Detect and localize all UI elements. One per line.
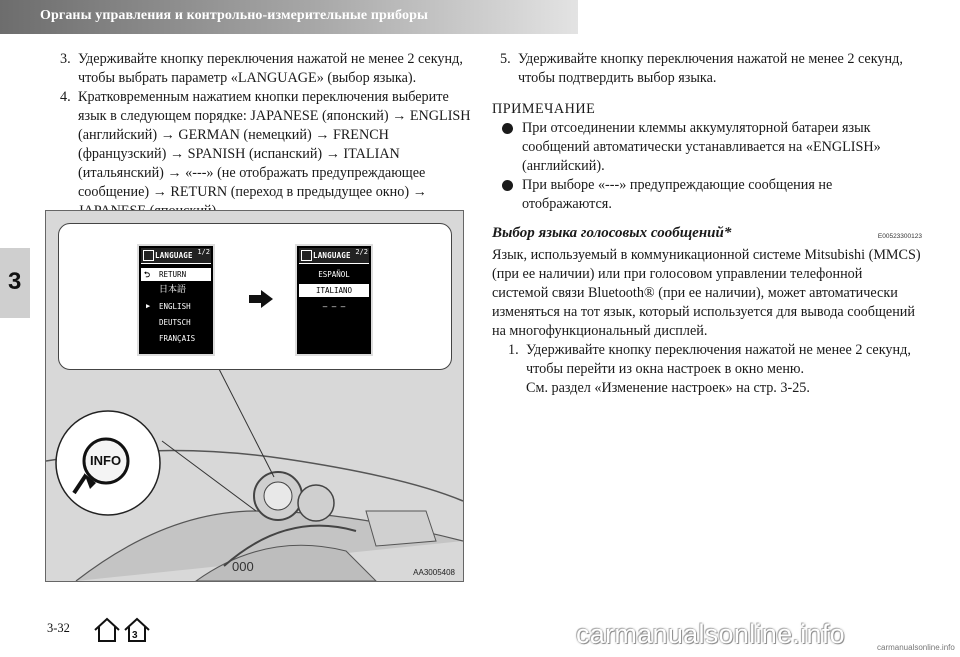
step-1 [492,341,922,379]
right-column [492,50,922,398]
watermark-small: carmanualsonline.info [877,643,955,652]
menu-item-deutsch: DEUTSCH [159,318,191,327]
note-title: ПРИМЕЧАНИЕ [492,101,596,117]
step-number: 3. [60,51,71,67]
info-button-label: INFO [90,453,122,468]
svg-text:3: 3 [132,630,138,641]
menu-item-no-warning: — — — [322,302,346,311]
dashboard-figure [45,210,464,582]
step-3 [52,50,472,88]
screen-page: 2/2 [355,248,368,256]
bullet-icon [502,180,513,191]
cursor-triangle-icon: ▶ [146,302,151,310]
language-icon [301,250,312,261]
screen-header [299,248,369,264]
header-bar [0,0,578,34]
note-item: При выборе «---» предупреждающие сообщения не отображаются. [492,176,922,214]
menu-item-english: ▶ ENGLISH [146,302,191,311]
bullet-icon [502,123,513,134]
screen-page: 1/2 [197,248,210,256]
screen-label: LANGUAGE [155,251,193,260]
step-4 [52,88,472,221]
menu-item-italiano: ITALIANO [299,284,369,297]
step-text: Удерживайте кнопку переключения нажатой не менее 2 секунд, чтобы выбрать параметр «LANGUAGE» (выбор языка). [78,51,463,86]
return-arrow-icon: ⮌ [144,270,151,279]
language-screen-2 [295,244,373,356]
chapter-home-icon[interactable] [125,619,149,641]
left-column [52,50,472,221]
display-callout [58,223,452,370]
page-reference: См. раздел «Изменение настроек» на стр. 3-25. [526,380,810,396]
page-header-title: Органы управления и контрольно-измерительные приборы [40,8,428,23]
step-text: Удерживайте кнопку переключения нажатой не менее 2 секунд, чтобы подтвердить выбор языка. [518,51,903,86]
svg-text:000: 000 [232,559,254,574]
step-number: 5. [500,51,511,67]
section-paragraph: Язык, используемый в коммуникационной системе Mitsubishi (MMCS) (при ее наличии) или при голосовом управлении телефонной системой связи Bluetooth® (при ее наличии), может автоматически изменяться на тот язык, который используется для вывода сообщений на многофункциональный дисплей. [492,247,921,339]
section-code: E00523300123 [877,233,922,240]
step-5 [492,50,922,88]
arrow-right-icon [249,290,273,308]
menu-item-espanol: ESPAÑOL [318,270,350,279]
section-heading [492,224,922,246]
chapter-number: 3 [8,268,22,295]
note-item: При отсоединении клеммы аккумуляторной батареи язык сообщений автоматически устанавливается на «ENGLISH» (английский). [492,119,922,176]
language-screen-1 [137,244,215,356]
screen-label: LANGUAGE [313,251,351,260]
step-text: Кратковременным нажатием кнопки переключения выберите язык в следующем порядке: JAPANESE (японский) → ENGLISH (английский) → GERMAN (немецкий) → FRENCH (французский) → SPANISH (испанский) → ITALIAN (итальянский) → «---» (не отображать предупреждающее сообщение) → RETURN (переход в предыдущее окно) → [78,89,471,200]
menu-item-francais: FRANÇAIS [159,334,196,343]
menu-item-return: ⮌ RETURN [141,268,211,281]
step-number: 4. [60,89,71,105]
step-number: 1. [508,342,519,358]
menu-item-japanese: 日本語 [159,285,187,295]
home-icon[interactable] [95,619,119,641]
screen-header [141,248,211,264]
step-text: Удерживайте кнопку переключения нажатой не менее 2 секунд, чтобы перейти из окна настроек в окно меню. [526,342,911,377]
chapter-tab [0,248,30,318]
nav-icons [92,615,154,645]
page-number: 3-32 [47,621,70,635]
language-icon [143,250,154,261]
section-title: Выбор языка голосовых сообщений* [492,225,732,241]
figure-code: AA3005408 [413,568,455,577]
watermark: carmanualsonline.info [576,619,845,649]
